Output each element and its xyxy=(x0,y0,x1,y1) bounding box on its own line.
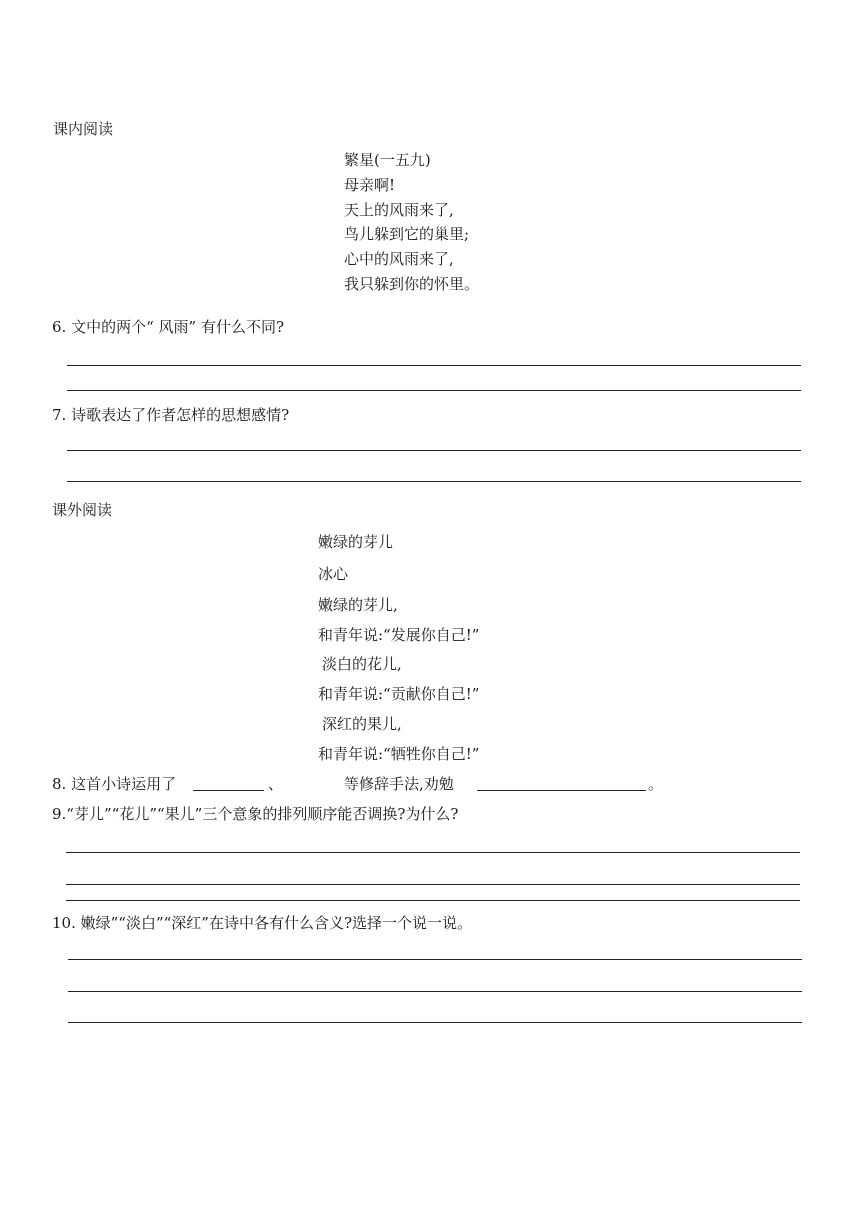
section-heading-in-class: 课内阅读 xyxy=(53,120,114,138)
answer-line[interactable] xyxy=(67,481,801,482)
poem-line: 心中的风雨来了, xyxy=(344,250,454,268)
question-8-text: 等修辞手法,劝勉 xyxy=(344,775,454,793)
question-7: 7. 诗歌表达了作者怎样的思想感情? xyxy=(52,406,290,424)
poem-line: 我只躲到你的怀里。 xyxy=(344,275,480,293)
poem-line: 鸟儿躲到它的巢里; xyxy=(344,225,470,243)
question-8-text: 8. 这首小诗运用了 xyxy=(52,775,177,793)
question-9: 9.“芽儿”“花儿”“果儿”三个意象的排列顺序能否调换?为什么? xyxy=(52,805,459,823)
fill-blank[interactable] xyxy=(477,790,646,791)
question-6: 6. 文中的两个“ 风雨” 有什么不同? xyxy=(52,318,284,336)
answer-line[interactable] xyxy=(67,450,801,451)
poem-line: 深红的果儿, xyxy=(322,715,402,733)
answer-line[interactable] xyxy=(68,991,802,992)
answer-line[interactable] xyxy=(68,959,802,960)
poem-line: 天上的风雨来了, xyxy=(344,201,454,219)
answer-line[interactable] xyxy=(66,900,800,901)
section-heading-extra: 课外阅读 xyxy=(52,501,113,519)
fill-blank[interactable] xyxy=(193,790,264,791)
poem-title: 繁星(一五九) xyxy=(344,151,431,169)
question-10: 10. 嫩绿”“淡白”“深红”在诗中各有什么含义?选择一个说一说。 xyxy=(52,914,473,932)
answer-line[interactable] xyxy=(67,365,801,366)
answer-line[interactable] xyxy=(66,852,800,853)
answer-line[interactable] xyxy=(66,884,800,885)
poem-line: 和青年说:“牺牲你自己!” xyxy=(318,745,480,763)
answer-line[interactable] xyxy=(67,390,801,391)
poem-line: 和青年说:“贡献你自己!” xyxy=(318,685,480,703)
question-8-end: 。 xyxy=(648,775,664,793)
poem-line: 和青年说:“发展你自己!” xyxy=(318,626,480,644)
question-8-separator: 、 xyxy=(268,775,284,793)
poem-author: 冰心 xyxy=(318,565,349,583)
poem-line: 母亲啊! xyxy=(344,176,396,194)
poem-line: 淡白的花儿, xyxy=(322,655,402,673)
answer-line[interactable] xyxy=(68,1022,802,1023)
poem-line: 嫩绿的芽儿, xyxy=(318,596,398,614)
poem-title: 嫩绿的芽儿 xyxy=(318,533,394,551)
